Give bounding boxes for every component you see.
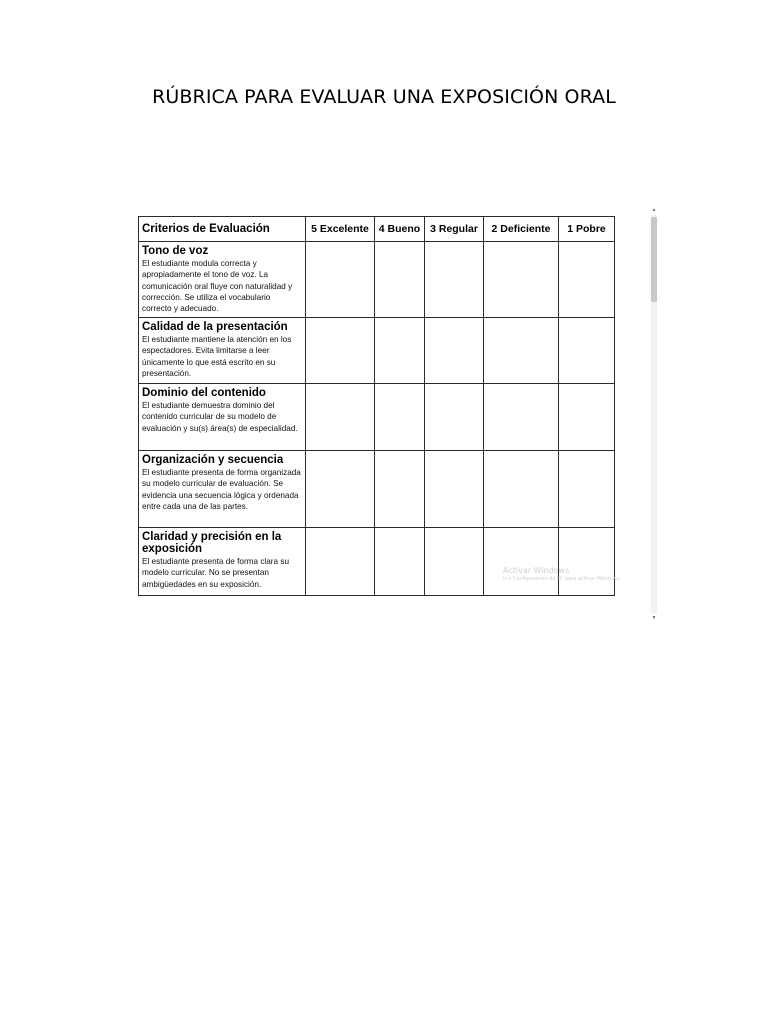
score-cell — [484, 451, 559, 528]
score-cell — [306, 528, 375, 596]
score-cell — [375, 318, 425, 384]
score-cell — [306, 242, 375, 318]
criteria-column-header: Criterios de Evaluación — [139, 217, 306, 242]
score-cell — [306, 384, 375, 451]
score-cell — [559, 318, 615, 384]
rubric-header-row — [139, 217, 615, 242]
watermark-title: Activar Windows — [503, 566, 570, 575]
criterion-cell — [139, 451, 306, 528]
score-cell — [484, 242, 559, 318]
scroll-thumb[interactable] — [651, 217, 657, 302]
criterion-cell — [139, 318, 306, 384]
criterion-description: El estudiante modula correcta y apropiadamente el tono de voz. La comunicación oral fluye con naturalidad y corrección. Se utiliza el vocabulario correcto y adecuado. — [142, 259, 293, 314]
score-cell — [375, 528, 425, 596]
score-cell — [306, 318, 375, 384]
vertical-scrollbar[interactable] — [650, 206, 658, 622]
rubric-row-dominio-contenido — [139, 384, 615, 451]
score-cell — [559, 242, 615, 318]
criterion-description: El estudiante mantiene la atención en los espectadores. Evita limitarse a leer únicamente lo que está escrito en su presentación. — [142, 335, 292, 378]
criterion-name: Organización y secuencia — [142, 454, 284, 466]
score-cell — [425, 451, 484, 528]
criterion-name: Claridad y precisión en la exposición — [142, 531, 282, 555]
rubric-row-tono-de-voz — [139, 242, 615, 318]
score-cell — [375, 451, 425, 528]
score-header-3: 3 Regular — [425, 217, 484, 242]
score-cell — [484, 384, 559, 451]
score-cell — [559, 384, 615, 451]
score-cell — [425, 384, 484, 451]
score-header-2: 2 Deficiente — [484, 217, 559, 242]
page-title: RÚBRICA PARA EVALUAR UNA EXPOSICIÓN ORAL — [152, 86, 616, 108]
rubric-row-calidad-presentacion — [139, 318, 615, 384]
criterion-description: El estudiante presenta de forma organizada su modelo curricular de evaluación. Se evidencia una secuencia lógica y ordenada entre cada una de las partes. — [142, 468, 301, 511]
scroll-up-arrow-icon[interactable]: ▲ — [651, 207, 657, 213]
scroll-down-arrow-icon[interactable]: ▼ — [651, 615, 657, 621]
rubric-row-claridad-precision — [139, 528, 615, 596]
rubric-table — [138, 216, 615, 596]
criterion-name: Dominio del contenido — [142, 387, 266, 399]
score-cell — [484, 528, 559, 596]
criterion-name: Calidad de la presentación — [142, 321, 288, 333]
criterion-cell — [139, 528, 306, 596]
score-cell — [375, 384, 425, 451]
score-cell — [425, 528, 484, 596]
criterion-description: El estudiante presenta de forma clara su modelo curricular. No se presentan ambigüedades en su exposición. — [142, 557, 290, 589]
criterion-cell — [139, 242, 306, 318]
score-header-1: 1 Pobre — [559, 217, 615, 242]
windows-activation-watermark — [503, 566, 621, 583]
score-cell — [425, 318, 484, 384]
watermark-subtitle: Ir a Configuración de PC para activar Windows. — [503, 576, 621, 582]
score-cell — [559, 451, 615, 528]
score-cell — [425, 242, 484, 318]
score-cell — [484, 318, 559, 384]
rubric-screenshot — [133, 206, 658, 622]
rubric-row-organizacion-secuencia — [139, 451, 615, 528]
score-header-5: 5 Excelente — [306, 217, 375, 242]
criterion-description: El estudiante demuestra dominio del contenido curricular de su modelo de evaluación y su(s) área(s) de especialidad. — [142, 401, 298, 433]
score-header-4: 4 Bueno — [375, 217, 425, 242]
score-cell — [306, 451, 375, 528]
score-cell — [559, 528, 615, 596]
criterion-name: Tono de voz — [142, 245, 209, 257]
score-cell — [375, 242, 425, 318]
criterion-cell — [139, 384, 306, 451]
